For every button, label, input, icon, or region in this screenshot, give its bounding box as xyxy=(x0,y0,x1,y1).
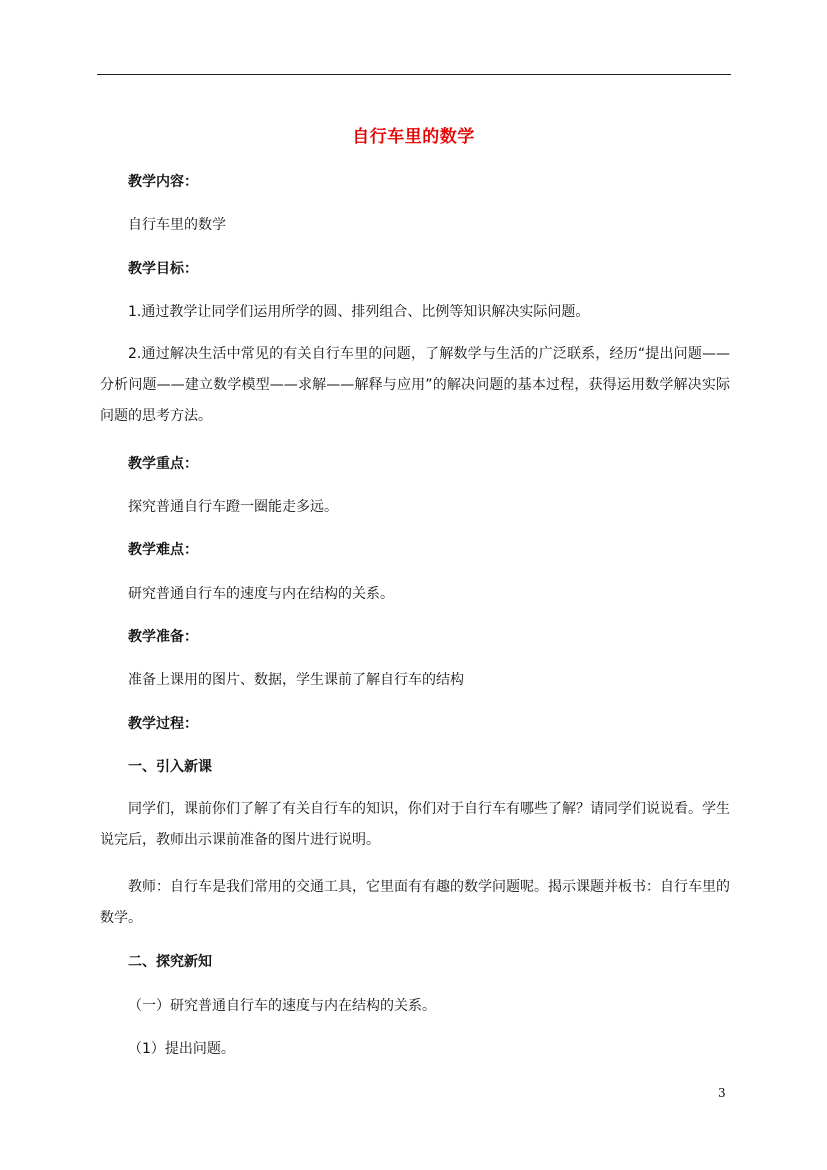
document-title: 自行车里的数学 xyxy=(352,127,475,147)
section-heading-preparation: 教学准备： xyxy=(128,629,198,645)
section-heading-explore: 二、探究新知 xyxy=(128,954,212,970)
section-heading-content: 教学内容： xyxy=(128,174,198,190)
content-text: 自行车里的数学 xyxy=(128,217,226,233)
preparation-text: 准备上课用的图片、数据，学生课前了解自行车的结构 xyxy=(128,672,464,688)
section-heading-objectives: 教学目标： xyxy=(128,261,198,277)
header-rule xyxy=(97,74,731,75)
objective-1: 1.通过教学让同学们运用所学的圆、排列组合、比例等知识解决实际问题。 xyxy=(128,304,590,320)
subsection-heading: （一）研究普通自行车的速度与内在结构的关系。 xyxy=(128,998,436,1014)
teacher-paragraph: 教师：自行车是我们常用的交通工具，它里面有有趣的数学问题呢。揭示课题并板书：自行车里的数学。 xyxy=(100,879,730,926)
difficulty-text: 研究普通自行车的速度与内在结构的关系。 xyxy=(128,586,394,602)
objective-2: 2.通过解决生活中常见的有关自行车里的问题，了解数学与生活的广泛联系，经历“提出问题——分析问题——建立数学模型——求解——解释与应用”的解决问题的基本过程，获得运用数学解决实际问题的思考方法。 xyxy=(100,346,730,424)
key-point-text: 探究普通自行车蹬一圈能走多远。 xyxy=(128,499,338,515)
page-number: 3 xyxy=(718,1086,726,1100)
intro-paragraph: 同学们，课前你们了解了有关自行车的知识，你们对于自行车有哪些了解？请同学们说说看。学生说完后，教师出示课前准备的图片进行说明。 xyxy=(100,801,730,848)
section-heading-intro: 一、引入新课 xyxy=(128,759,212,775)
step-heading: （1）提出问题。 xyxy=(128,1041,235,1057)
section-heading-key-point: 教学重点： xyxy=(128,456,198,472)
section-heading-process: 教学过程： xyxy=(128,716,198,732)
section-heading-difficulty: 教学难点： xyxy=(128,542,198,558)
